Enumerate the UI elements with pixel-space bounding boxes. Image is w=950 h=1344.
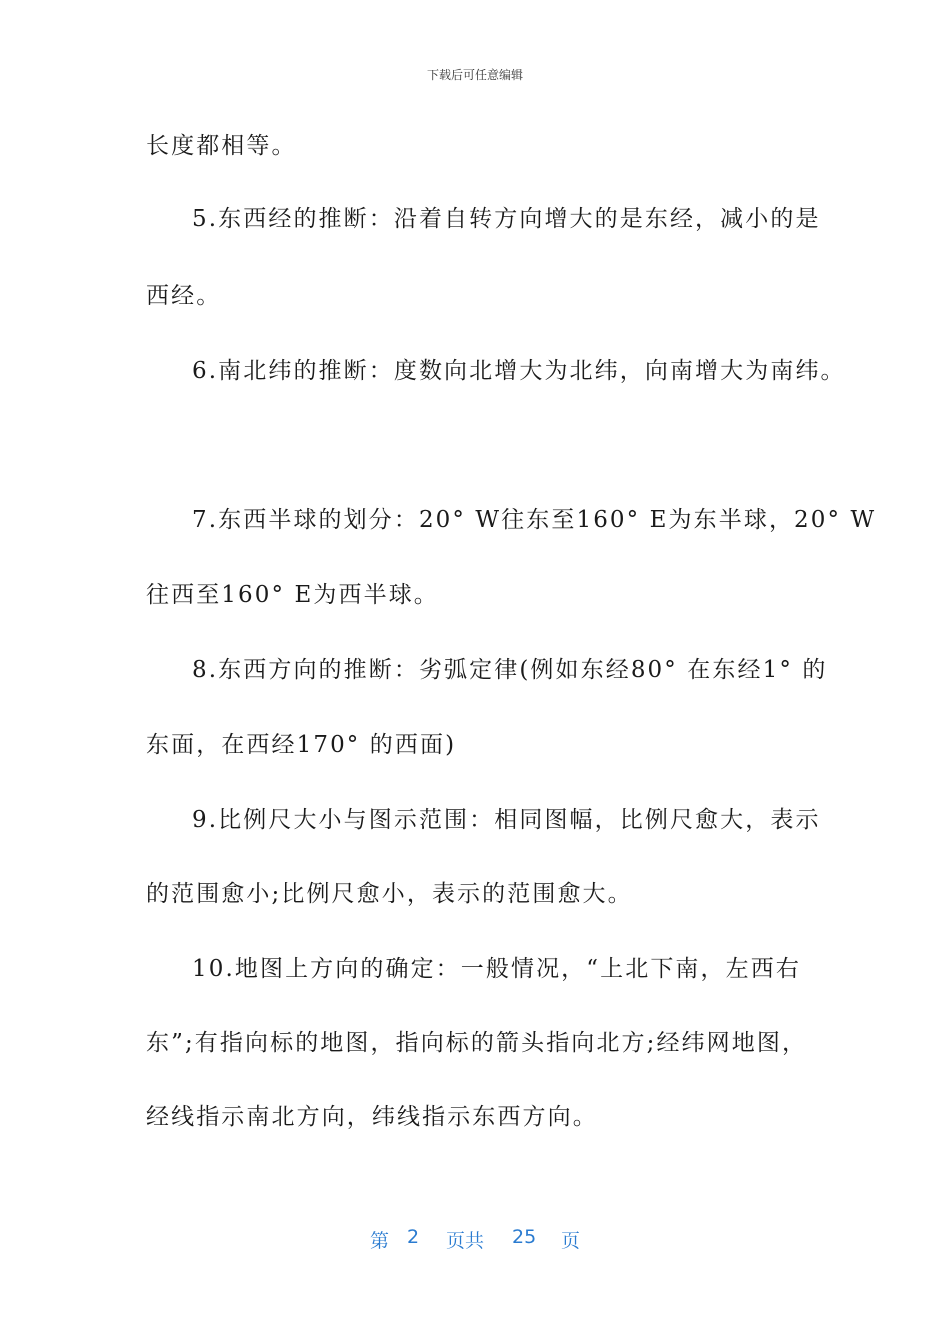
page-number: 2 [407, 1226, 420, 1248]
body-line: 5.东西经的推断：沿着自转方向增大的是东经，减小的是 [192, 206, 821, 232]
body-line: 8.东西方向的推断：劣弧定律(例如东经80° 在东经1° 的 [192, 657, 828, 683]
body-line: 西经。 [146, 283, 222, 309]
page-footer [0, 1226, 950, 1254]
body-line: 9.比例尺大小与图示范围：相同图幅，比例尺愈大，表示 [192, 807, 821, 833]
total-pages: 25 [512, 1226, 537, 1248]
body-line: 往西至160° E为西半球。 [146, 582, 439, 608]
body-line: 东”;有指向标的地图，指向标的箭头指向北方;经纬网地图， [146, 1030, 808, 1056]
page-suffix: 页 [561, 1230, 581, 1252]
header-note: 下载后可任意编辑 [426, 68, 523, 82]
body-line: 经线指示南北方向，纬线指示东西方向。 [146, 1104, 598, 1130]
body-line: 10.地图上方向的确定：一般情况，“上北下南，左西右 [192, 956, 801, 982]
page-mid: 页共 [446, 1230, 485, 1252]
page-prefix: 第 [370, 1230, 390, 1252]
body-line: 6.南北纬的推断：度数向北增大为北纬，向南增大为南纬。 [192, 358, 846, 384]
body-line: 长度都相等。 [146, 133, 297, 159]
body-line: 的范围愈小;比例尺愈小，表示的范围愈大。 [146, 881, 633, 907]
body-line: 东面，在西经170° 的西面) [146, 732, 457, 758]
body-line: 7.东西半球的划分：20° W往东至160° E为东半球，20° W [192, 507, 877, 533]
